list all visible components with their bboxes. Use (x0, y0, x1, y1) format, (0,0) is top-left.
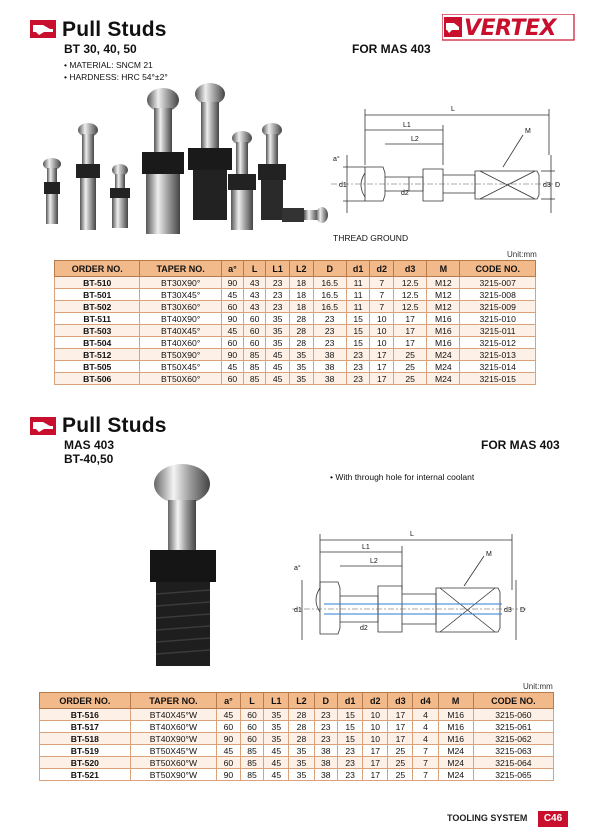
table-cell: 17 (363, 769, 388, 781)
table-cell: 15 (338, 709, 363, 721)
table-cell: 15 (346, 313, 370, 325)
table-cell: 4 (413, 709, 438, 721)
table-cell: 15 (338, 733, 363, 745)
table-cell: 12.5 (394, 277, 427, 289)
dim2-d2: d2 (360, 625, 368, 632)
table-cell: 23 (313, 325, 346, 337)
table-cell: BT-516 (40, 709, 131, 721)
spec-hardness: • HARDNESS: HRC 54°±2° (64, 72, 168, 82)
table-cell: 90 (221, 349, 243, 361)
table-cell: M24 (438, 769, 473, 781)
table-cell: 3215-065 (473, 769, 553, 781)
table-cell: 12.5 (394, 289, 427, 301)
table-cell: BT40X90° (140, 313, 221, 325)
table-cell: 85 (244, 361, 266, 373)
column-header: D (313, 261, 346, 277)
table-cell: 28 (289, 313, 313, 325)
table-cell: 23 (313, 337, 346, 349)
table-cell: 35 (289, 349, 313, 361)
table-cell: BT-518 (40, 733, 131, 745)
table-cell: 60 (221, 337, 243, 349)
table-cell: 3215-060 (473, 709, 553, 721)
dim2-d1: d1 (294, 607, 302, 614)
spec-table-1 (54, 260, 536, 385)
table-cell: 28 (289, 337, 313, 349)
table-cell: 38 (314, 769, 338, 781)
table-cell: BT30X45° (140, 289, 221, 301)
table-cell: BT-510 (55, 277, 140, 289)
table-cell: 90 (217, 769, 241, 781)
column-header: L1 (266, 261, 290, 277)
table-cell: BT30X90° (140, 277, 221, 289)
table-cell: M16 (427, 337, 460, 349)
table-row (40, 745, 554, 757)
dim2-L1: L1 (362, 544, 370, 551)
table-cell: BT-504 (55, 337, 140, 349)
table-cell: 90 (217, 733, 241, 745)
table-row (55, 349, 536, 361)
table-cell: 60 (217, 721, 241, 733)
column-header: d2 (363, 693, 388, 709)
column-header: L1 (264, 693, 289, 709)
dim2-L2: L2 (370, 558, 378, 565)
table-cell: 3215-061 (473, 721, 553, 733)
table-cell: 3215-015 (460, 373, 536, 385)
table-cell: 3215-063 (473, 745, 553, 757)
table-cell: 45 (266, 349, 290, 361)
dim2-M: M (486, 551, 492, 558)
column-header: CODE NO. (460, 261, 536, 277)
table-cell: 4 (413, 733, 438, 745)
table-cell: 3215-012 (460, 337, 536, 349)
table-cell: 17 (363, 757, 388, 769)
pull-stud-drawing-2 (290, 520, 530, 650)
unit-label-1: Unit:mm (507, 250, 537, 259)
table-cell: BT-506 (55, 373, 140, 385)
table-cell: BT40X60°W (130, 721, 216, 733)
table-cell: 17 (394, 337, 427, 349)
table-cell: 15 (338, 721, 363, 733)
table-cell: 45 (264, 769, 289, 781)
table-cell: 18 (289, 301, 313, 313)
table-cell: 17 (388, 709, 413, 721)
table-cell: 3215-011 (460, 325, 536, 337)
table-cell: 16.5 (313, 289, 346, 301)
table-cell: 7 (370, 277, 394, 289)
column-header: CODE NO. (473, 693, 553, 709)
dim2-D: D (520, 607, 526, 614)
section2-subtitle-bt: BT-40,50 (64, 452, 114, 466)
footer-label: TOOLING SYSTEM (447, 813, 528, 823)
column-header: a° (221, 261, 243, 277)
table-cell: 23 (346, 361, 370, 373)
table-cell: 23 (266, 289, 290, 301)
table-row (40, 769, 554, 781)
dim-L1: L1 (403, 122, 411, 129)
table-cell: 38 (313, 349, 346, 361)
table-cell: 7 (370, 301, 394, 313)
table-cell: 38 (313, 361, 346, 373)
dim2-L: L (410, 531, 414, 538)
table-cell: 17 (370, 349, 394, 361)
table-cell: 23 (266, 277, 290, 289)
table-cell: M12 (427, 289, 460, 301)
section1-subtitle: BT 30, 40, 50 (64, 42, 137, 56)
section2-title: Pull Studs (62, 414, 167, 437)
table-cell: 43 (244, 277, 266, 289)
table-cell: 23 (346, 349, 370, 361)
pull-studs-photo (38, 82, 338, 242)
coolant-note: • With through hole for internal coolant (330, 472, 475, 482)
table-cell: 10 (370, 313, 394, 325)
column-header: ORDER NO. (40, 693, 131, 709)
table-cell: 25 (394, 349, 427, 361)
table-cell: 3215-008 (460, 289, 536, 301)
table-cell: M16 (438, 721, 473, 733)
section1-for-label: FOR MAS 403 (352, 42, 431, 56)
vertex-logo (442, 12, 580, 42)
table-cell: 25 (394, 361, 427, 373)
table-cell: 23 (314, 733, 338, 745)
spec-material: • MATERIAL: SNCM 21 (64, 60, 153, 70)
table-cell: 35 (289, 373, 313, 385)
table-cell: M16 (438, 733, 473, 745)
table-cell: 35 (289, 769, 314, 781)
table-cell: BT-521 (40, 769, 131, 781)
table-cell: 3215-009 (460, 301, 536, 313)
table-cell: BT30X60° (140, 301, 221, 313)
table-cell: 4 (413, 721, 438, 733)
pull-stud-drawing-1 (325, 95, 565, 225)
table-row (55, 361, 536, 373)
table-cell: BT-505 (55, 361, 140, 373)
page-number: C46 (538, 811, 568, 827)
table-cell: 35 (289, 361, 313, 373)
table-cell: M16 (427, 325, 460, 337)
table-cell: 45 (221, 361, 243, 373)
table-cell: M24 (438, 745, 473, 757)
table-cell: 17 (388, 733, 413, 745)
table-cell: 45 (264, 757, 289, 769)
table-row (55, 277, 536, 289)
table-cell: 35 (264, 733, 289, 745)
table-cell: 15 (346, 325, 370, 337)
column-header: TAPER NO. (140, 261, 221, 277)
table-cell: 10 (363, 721, 388, 733)
table-cell: BT-503 (55, 325, 140, 337)
dim2-d3: d3 (504, 607, 512, 614)
table-cell: 38 (314, 745, 338, 757)
table-cell: 3215-013 (460, 349, 536, 361)
table-cell: 35 (266, 325, 290, 337)
unit-label-2: Unit:mm (523, 682, 553, 691)
table-cell: 18 (289, 289, 313, 301)
table-cell: 35 (266, 313, 290, 325)
table-cell: 7 (413, 745, 438, 757)
table-cell: 35 (264, 721, 289, 733)
table-cell: 23 (313, 313, 346, 325)
table-cell: BT-501 (55, 289, 140, 301)
table-cell: BT50X45°W (130, 745, 216, 757)
dim-d1: d1 (339, 182, 347, 189)
table-cell: 23 (314, 721, 338, 733)
table-cell: 10 (370, 337, 394, 349)
table-cell: M16 (427, 313, 460, 325)
table-cell: 17 (363, 745, 388, 757)
table-cell: BT50X90° (140, 349, 221, 361)
table-cell: 3215-014 (460, 361, 536, 373)
table-cell: BT-502 (55, 301, 140, 313)
table-cell: 23 (338, 757, 363, 769)
table-cell: 38 (314, 757, 338, 769)
table-cell: BT-511 (55, 313, 140, 325)
table-row (55, 313, 536, 325)
dim-L: L (451, 106, 455, 113)
column-header: d1 (338, 693, 363, 709)
table-row (40, 757, 554, 769)
table-cell: 18 (289, 277, 313, 289)
column-header: a° (217, 693, 241, 709)
table-cell: 23 (346, 373, 370, 385)
table-cell: 90 (221, 277, 243, 289)
table-header-row (55, 261, 536, 277)
table-row (40, 709, 554, 721)
table-cell: 7 (413, 769, 438, 781)
dim-D: D (555, 182, 561, 189)
table-cell: M12 (427, 277, 460, 289)
table-cell: 23 (314, 709, 338, 721)
table-cell: BT50X90°W (130, 769, 216, 781)
dim-M: M (525, 128, 531, 135)
table-cell: 16.5 (313, 301, 346, 313)
table-cell: BT-520 (40, 757, 131, 769)
table-cell: 35 (264, 709, 289, 721)
dim-L2: L2 (411, 136, 419, 143)
table-cell: 11 (346, 289, 370, 301)
table-row (55, 373, 536, 385)
table-cell: 45 (221, 325, 243, 337)
table-cell: 60 (244, 313, 266, 325)
table-cell: 60 (244, 325, 266, 337)
table-cell: 60 (240, 709, 264, 721)
dim-d2: d2 (401, 190, 409, 197)
column-header: M (427, 261, 460, 277)
dim2-a: a° (294, 565, 301, 572)
table-cell: M24 (427, 349, 460, 361)
diagram-caption: THREAD GROUND (333, 233, 409, 243)
table-cell: 10 (370, 325, 394, 337)
table-cell: BT50X60°W (130, 757, 216, 769)
table-cell: 25 (388, 745, 413, 757)
table-cell: BT40X45° (140, 325, 221, 337)
table-cell: 60 (244, 337, 266, 349)
table-cell: 17 (388, 721, 413, 733)
table-cell: M12 (427, 301, 460, 313)
column-header: L (240, 693, 264, 709)
table-cell: 23 (338, 769, 363, 781)
dim-a: a° (333, 156, 340, 163)
table-cell: BT50X45° (140, 361, 221, 373)
table-cell: 7 (370, 289, 394, 301)
table-cell: M16 (438, 709, 473, 721)
table-cell: BT40X45°W (130, 709, 216, 721)
column-header: d2 (370, 261, 394, 277)
column-header: d4 (413, 693, 438, 709)
table-cell: 85 (240, 769, 264, 781)
table-cell: BT40X60° (140, 337, 221, 349)
table-cell: 90 (221, 313, 243, 325)
table-cell: 35 (266, 337, 290, 349)
table-header-row (40, 693, 554, 709)
column-header: M (438, 693, 473, 709)
section1-title: Pull Studs (62, 18, 167, 41)
table-cell: BT-519 (40, 745, 131, 757)
table-cell: 10 (363, 733, 388, 745)
table-row (55, 289, 536, 301)
table-cell: 10 (363, 709, 388, 721)
table-cell: 7 (413, 757, 438, 769)
table-cell: 60 (217, 757, 241, 769)
table-cell: 3215-010 (460, 313, 536, 325)
table-cell: 25 (388, 757, 413, 769)
table-cell: BT-512 (55, 349, 140, 361)
table-cell: 38 (313, 373, 346, 385)
column-header: ORDER NO. (55, 261, 140, 277)
table-cell: 45 (266, 361, 290, 373)
column-header: D (314, 693, 338, 709)
table-cell: 25 (394, 373, 427, 385)
table-cell: 85 (240, 745, 264, 757)
section-icon (30, 417, 56, 435)
table-cell: BT40X90°W (130, 733, 216, 745)
table-cell: 23 (338, 745, 363, 757)
table-cell: 11 (346, 301, 370, 313)
table-cell: 17 (394, 313, 427, 325)
table-cell: 35 (289, 757, 314, 769)
table-cell: 17 (370, 361, 394, 373)
table-cell: BT50X60° (140, 373, 221, 385)
table-cell: 60 (240, 733, 264, 745)
table-cell: 3215-062 (473, 733, 553, 745)
table-row (55, 301, 536, 313)
table-cell: 45 (264, 745, 289, 757)
table-cell: 45 (266, 373, 290, 385)
table-cell: 28 (289, 733, 314, 745)
vertex-logo-text: VERTEX (464, 16, 557, 41)
table-cell: BT-517 (40, 721, 131, 733)
column-header: d3 (394, 261, 427, 277)
table-cell: 3215-007 (460, 277, 536, 289)
table-cell: 60 (240, 721, 264, 733)
table-cell: M24 (438, 757, 473, 769)
table-row (55, 337, 536, 349)
table-cell: 17 (370, 373, 394, 385)
column-header: d1 (346, 261, 370, 277)
table-cell: 28 (289, 721, 314, 733)
table-cell: 45 (217, 709, 241, 721)
table-cell: 35 (289, 745, 314, 757)
table-cell: 28 (289, 325, 313, 337)
column-header: L2 (289, 693, 314, 709)
column-header: d3 (388, 693, 413, 709)
table-cell: M24 (427, 373, 460, 385)
table-cell: 45 (217, 745, 241, 757)
section2-subtitle-mas: MAS 403 (64, 438, 115, 452)
pull-stud-photo-2 (142, 462, 232, 672)
table-cell: 85 (240, 757, 264, 769)
table-row (40, 733, 554, 745)
table-cell: 28 (289, 709, 314, 721)
section2-for-label: FOR MAS 403 (481, 438, 560, 452)
table-cell: 45 (221, 289, 243, 301)
column-header: TAPER NO. (130, 693, 216, 709)
section-icon (30, 20, 56, 38)
table-cell: M24 (427, 361, 460, 373)
table-cell: 43 (244, 301, 266, 313)
table-cell: 85 (244, 373, 266, 385)
column-header: L2 (289, 261, 313, 277)
table-cell: 23 (266, 301, 290, 313)
table-cell: 43 (244, 289, 266, 301)
table-cell: 16.5 (313, 277, 346, 289)
table-cell: 11 (346, 277, 370, 289)
spec-table-2 (39, 692, 554, 781)
table-cell: 60 (221, 373, 243, 385)
table-cell: 25 (388, 769, 413, 781)
column-header: L (244, 261, 266, 277)
dim-d3: d3 (543, 182, 551, 189)
table-cell: 85 (244, 349, 266, 361)
table-cell: 60 (221, 301, 243, 313)
table-row (40, 721, 554, 733)
table-cell: 12.5 (394, 301, 427, 313)
table-cell: 3215-064 (473, 757, 553, 769)
table-cell: 17 (394, 325, 427, 337)
table-row (55, 325, 536, 337)
table-cell: 15 (346, 337, 370, 349)
